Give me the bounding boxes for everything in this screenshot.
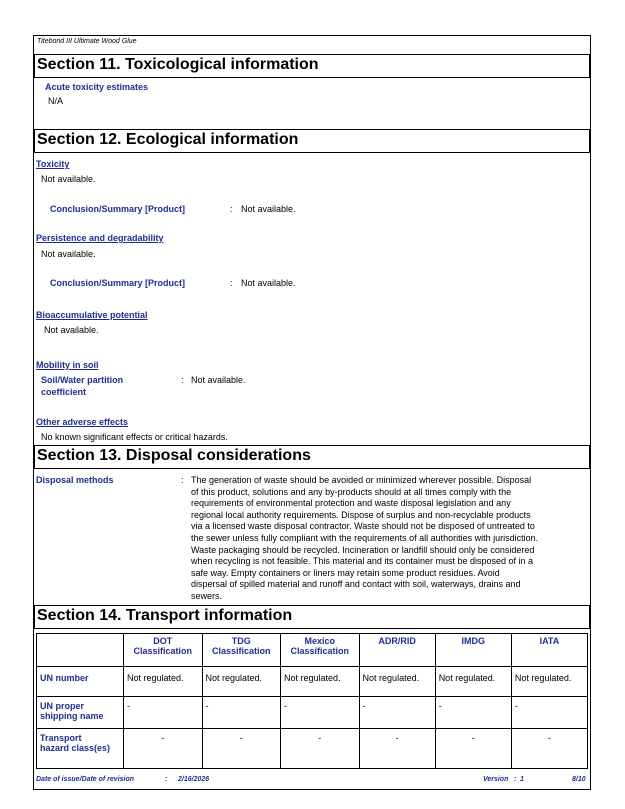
disposal-line: sewers. [191, 590, 223, 601]
table-cell: - [511, 697, 587, 729]
table-cell: - [435, 729, 511, 769]
footer-date-label: Date of issue/Date of revision [36, 776, 135, 783]
acute-toxicity-value: N/A [48, 96, 64, 106]
disposal-line: when recycling is not feasible. This material and its container must be disposed of in a [191, 556, 534, 567]
table-row [37, 667, 588, 697]
column-header-imdg: IMDG [435, 634, 511, 667]
table-cell: Not regulated. [202, 667, 281, 697]
table-cell: - [511, 729, 587, 769]
disposal-line: regional local authority requirements. Dispose of surplus and non-recyclable products [191, 509, 531, 520]
soil-water-label-line1: Soil/Water partition [41, 375, 124, 385]
disposal-line: safe way. Empty containers or liners may retain some product residues. Avoid [191, 567, 500, 578]
disposal-line: Waste packaging should be recycled. Incineration or landfill should only be considered [191, 544, 535, 555]
section-12-header: Section 12. Ecological information [34, 129, 590, 153]
footer-version-value: 1 [520, 776, 524, 783]
colon: : [230, 204, 233, 214]
table-cell: - [281, 697, 360, 729]
table-cell: - [202, 697, 281, 729]
bioaccumulative-value: Not available. [44, 325, 99, 335]
table-row [37, 697, 588, 729]
table-cell: - [281, 729, 360, 769]
row-header-un-proper-shipping-name: UN proper shipping name [37, 697, 124, 729]
soil-water-value: Not available. [191, 375, 246, 385]
soil-water-label-line2: coefficient [41, 387, 87, 397]
disposal-methods-text [191, 475, 587, 603]
disposal-line: the sewer unless fully compliant with the requirements of all authorities with jurisdiction. [191, 532, 539, 543]
conclusion-summary-label: Conclusion/Summary [Product] [50, 204, 186, 214]
table-cell: - [124, 729, 203, 769]
table-cell: Not regulated. [359, 667, 435, 697]
other-effects-label: Other adverse effects [36, 417, 129, 427]
disposal-line: requirements of environmental protection and waste disposal legislation and any [191, 498, 511, 509]
disposal-line: of this product, solutions and any by-products should at all times comply with the [191, 486, 512, 497]
section-13-header: Section 13. Disposal considerations [34, 445, 590, 469]
bioaccumulative-label: Bioaccumulative potential [36, 310, 148, 320]
table-cell: Not regulated. [281, 667, 360, 697]
table-cell: - [435, 697, 511, 729]
section-14-header: Section 14. Transport information [34, 605, 590, 629]
disposal-line: dispersal of spilled material and runoff and contact with soil, waterways, drains and [191, 579, 521, 590]
transport-header-row [37, 634, 588, 667]
table-cell: - [124, 697, 203, 729]
conclusion-summary-value-2: Not available. [241, 278, 296, 288]
table-cell: Not regulated. [124, 667, 203, 697]
column-header-mexico: Mexico Classification [281, 634, 360, 667]
table-cell: - [202, 729, 281, 769]
toxicity-label: Toxicity [36, 159, 70, 169]
disposal-line: via a licensed waste disposal contractor. Waste should not be disposed of untreated to [191, 521, 535, 532]
column-header-adr-rid: ADR/RID [359, 634, 435, 667]
soil-water-label [41, 375, 123, 397]
section-11-header: Section 11. Toxicological information [34, 54, 590, 78]
colon: : [181, 475, 184, 485]
row-header-transport-hazard-class: Transport hazard class(es) [37, 729, 124, 769]
persistence-label: Persistence and degradability [36, 233, 164, 243]
row-header-un-number: UN number [37, 667, 124, 697]
transport-table [36, 633, 588, 769]
table-row [37, 729, 588, 769]
footer-version-label: Version [483, 776, 509, 783]
persistence-value: Not available. [41, 249, 96, 259]
mobility-label: Mobility in soil [36, 360, 99, 370]
table-cell: Not regulated. [511, 667, 587, 697]
toxicity-value: Not available. [41, 174, 96, 184]
corner-cell [37, 634, 124, 667]
footer-date-colon: : [165, 776, 168, 783]
conclusion-summary-label-2: Conclusion/Summary [Product] [50, 278, 186, 288]
footer-version-colon: : [514, 776, 517, 783]
column-header-dot: DOT Classification [124, 634, 203, 667]
footer-date-value: 2/16/2026 [178, 776, 210, 783]
colon: : [181, 375, 184, 385]
table-cell: - [359, 697, 435, 729]
footer-page-number: 8/10 [572, 776, 586, 783]
column-header-tdg: TDG Classification [202, 634, 281, 667]
disposal-methods-label: Disposal methods [36, 475, 114, 485]
table-cell: Not regulated. [435, 667, 511, 697]
document-title: Titebond III Ultimate Wood Glue [37, 38, 137, 45]
table-cell: - [359, 729, 435, 769]
column-header-iata: IATA [511, 634, 587, 667]
colon: : [230, 278, 233, 288]
other-effects-value: No known significant effects or critical hazards. [41, 432, 228, 442]
acute-toxicity-label: Acute toxicity estimates [45, 82, 149, 92]
conclusion-summary-value: Not available. [241, 204, 296, 214]
disposal-line: The generation of waste should be avoided or minimized wherever possible. Disposal [191, 475, 532, 485]
